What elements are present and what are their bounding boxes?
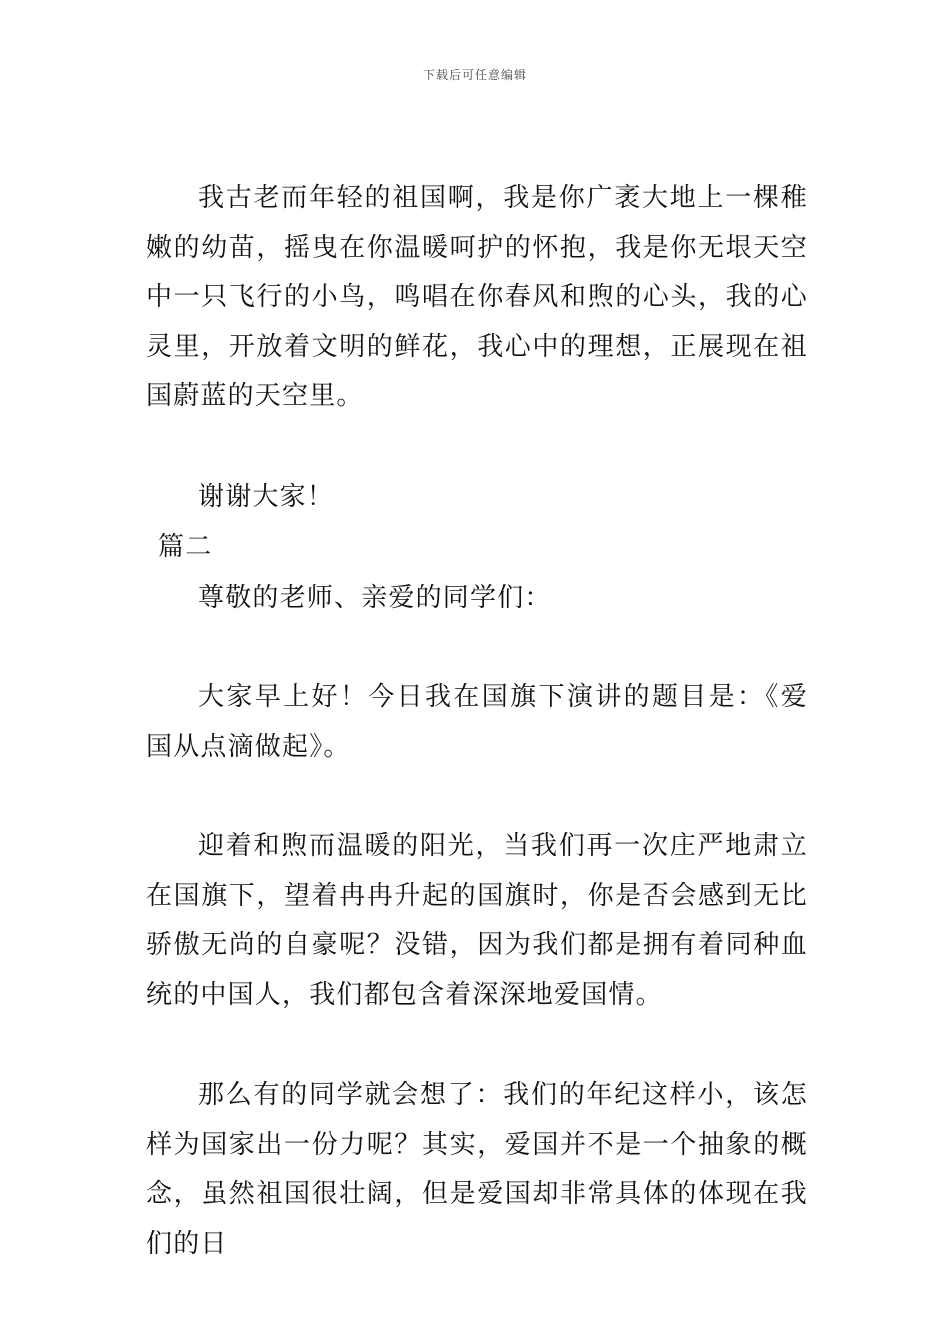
paragraph-thanks: 谢谢大家！ — [198, 482, 335, 512]
paragraph-question: 那么有的同学就会想了：我们的年纪这样小，该怎样为国家出一份力呢？其实，爱国并不是一个抽象的概念，虽然祖国很壮阔，但是爱国却非常具体的体现在我们的日 — [146, 1080, 808, 1259]
page-header: 下载后可任意编辑 — [422, 68, 527, 82]
paragraph-greeting: 尊敬的老师、亲爱的同学们： — [198, 583, 552, 613]
section-heading: 篇二 — [158, 532, 213, 562]
paragraph-flag: 迎着和煦而温暖的阳光，当我们再一次庄严地肃立在国旗下，望着冉冉升起的国旗时，你是否会感到无比骄傲无尚的自豪呢？没错，因为我们都是拥有着同种血统的中国人，我们都包含着深深地爱国情。 — [146, 831, 808, 1010]
paragraph-topic: 大家早上好！今日我在国旗下演讲的题目是：《爱国从点滴做起》。 — [146, 682, 808, 762]
paragraph-motherland: 我古老而年轻的祖国啊，我是你广袤大地上一棵稚嫩的幼苗，摇曳在你温暖呵护的怀抱，我是你无垠天空中一只飞行的小鸟，鸣唱在你春风和煦的心头，我的心灵里，开放着文明的鲜花，我心中的理想，正展现在祖国蔚蓝的天空里。 — [146, 183, 808, 411]
